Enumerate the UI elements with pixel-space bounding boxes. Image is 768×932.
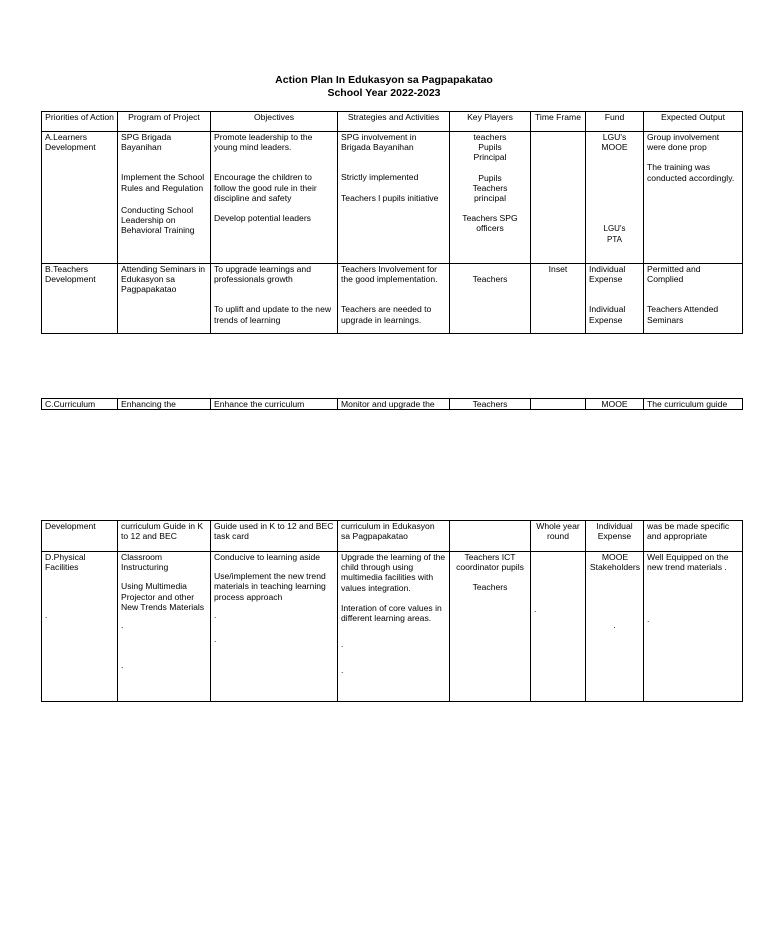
header-cell: Key Players: [450, 112, 531, 132]
players-cell: Teachers ICT coordinator pupils Teachers: [450, 552, 531, 702]
output-cell: Well Equipped on the new trend materials . .: [644, 552, 743, 702]
priority-cell: D.Physical Facilities .: [42, 552, 118, 702]
strategies-cell: Upgrade the learning of the child through using multimedia facilities with values integration. Interation of core values in different learning areas. . .: [338, 552, 450, 702]
strategies-cell: Teachers Involvement for the good implementation. Teachers are needed to upgrade in learnings.: [338, 264, 450, 334]
fund-cell: Individual Expense Individual Expense: [586, 264, 644, 334]
objectives-cell: Conducive to learning aside Use/implement the new trend materials in teaching learning process approach . .: [211, 552, 338, 702]
program-cell: Classroom Instructuring Using Multimedia Projector and other New Trends Materials . .: [118, 552, 211, 702]
time-cell: Whole year round: [531, 521, 586, 552]
school-year: School Year 2022-2023: [327, 87, 441, 99]
time-cell: [531, 399, 586, 410]
action-plan-table: [41, 111, 743, 334]
time-cell: .: [531, 552, 586, 702]
teachers-row: [42, 264, 743, 334]
strategies-cell: SPG involvement in Brigada Bayanihan Strictly implemented Teachers l pupils initiative: [338, 132, 450, 264]
document-title: Action Plan In Edukasyon sa Pagpapakatao: [275, 74, 493, 86]
priority-cell: C.Curriculum: [42, 399, 118, 410]
objectives-cell: Enhance the curriculum: [211, 399, 338, 410]
strategies-cell: Monitor and upgrade the: [338, 399, 450, 410]
continuation-table: [41, 520, 743, 702]
header-cell: Priorities of Action: [42, 112, 118, 132]
players-cell: Teachers: [450, 399, 531, 410]
strategies-cell: curriculum in Edukasyon sa Pagpapakatao: [338, 521, 450, 552]
players-cell: [450, 521, 531, 552]
fund-cell: LGU's MOOE LGU's PTA: [586, 132, 644, 264]
output-cell: Permitted and Complied Teachers Attended Seminars: [644, 264, 743, 334]
time-cell: Inset: [531, 264, 586, 334]
fund-cell: MOOE Stakeholders .: [586, 552, 644, 702]
curriculum-continued-row: [42, 521, 743, 552]
objectives-cell: Promote leadership to the young mind leaders. Encourage the children to follow the good rule in their discipline and safety Develop potential leaders: [211, 132, 338, 264]
learners-row: [42, 132, 743, 264]
curriculum-top-table: [41, 398, 743, 410]
header-row: [42, 112, 743, 132]
curriculum-row: [42, 399, 743, 410]
header-cell: Objectives: [211, 112, 338, 132]
players-cell: Teachers: [450, 264, 531, 334]
players-cell: teachers Pupils Principal Pupils Teachers principal Teachers SPG officers: [450, 132, 531, 264]
program-cell: Attending Seminars in Edukasyon sa Pagpapakatao: [118, 264, 211, 334]
program-cell: SPG Brigada Bayanihan Implement the School Rules and Regulation Conducting School Leadership on Behavioral Training: [118, 132, 211, 264]
output-cell: was be made specific and appropriate: [644, 521, 743, 552]
objectives-cell: To upgrade learnings and professionals growth To uplift and update to the new trends of learning: [211, 264, 338, 334]
fund-cell: Individual Expense: [586, 521, 644, 552]
header-cell: Strategies and Activities: [338, 112, 450, 132]
program-cell: Enhancing the: [118, 399, 211, 410]
time-cell: [531, 132, 586, 264]
objectives-cell: Guide used in K to 12 and BEC task card: [211, 521, 338, 552]
priority-cell: B.Teachers Development: [42, 264, 118, 334]
program-cell: curriculum Guide in K to 12 and BEC: [118, 521, 211, 552]
header-cell: Fund: [586, 112, 644, 132]
header-cell: Time Frame: [531, 112, 586, 132]
header-cell: Program of Project: [118, 112, 211, 132]
output-cell: Group involvement were done prop The training was conducted accordingly.: [644, 132, 743, 264]
facilities-row: [42, 552, 743, 702]
priority-cell: Development: [42, 521, 118, 552]
fund-cell: MOOE: [586, 399, 644, 410]
priority-cell: A.Learners Development: [42, 132, 118, 264]
output-cell: The curriculum guide: [644, 399, 743, 410]
header-cell: Expected Output: [644, 112, 743, 132]
